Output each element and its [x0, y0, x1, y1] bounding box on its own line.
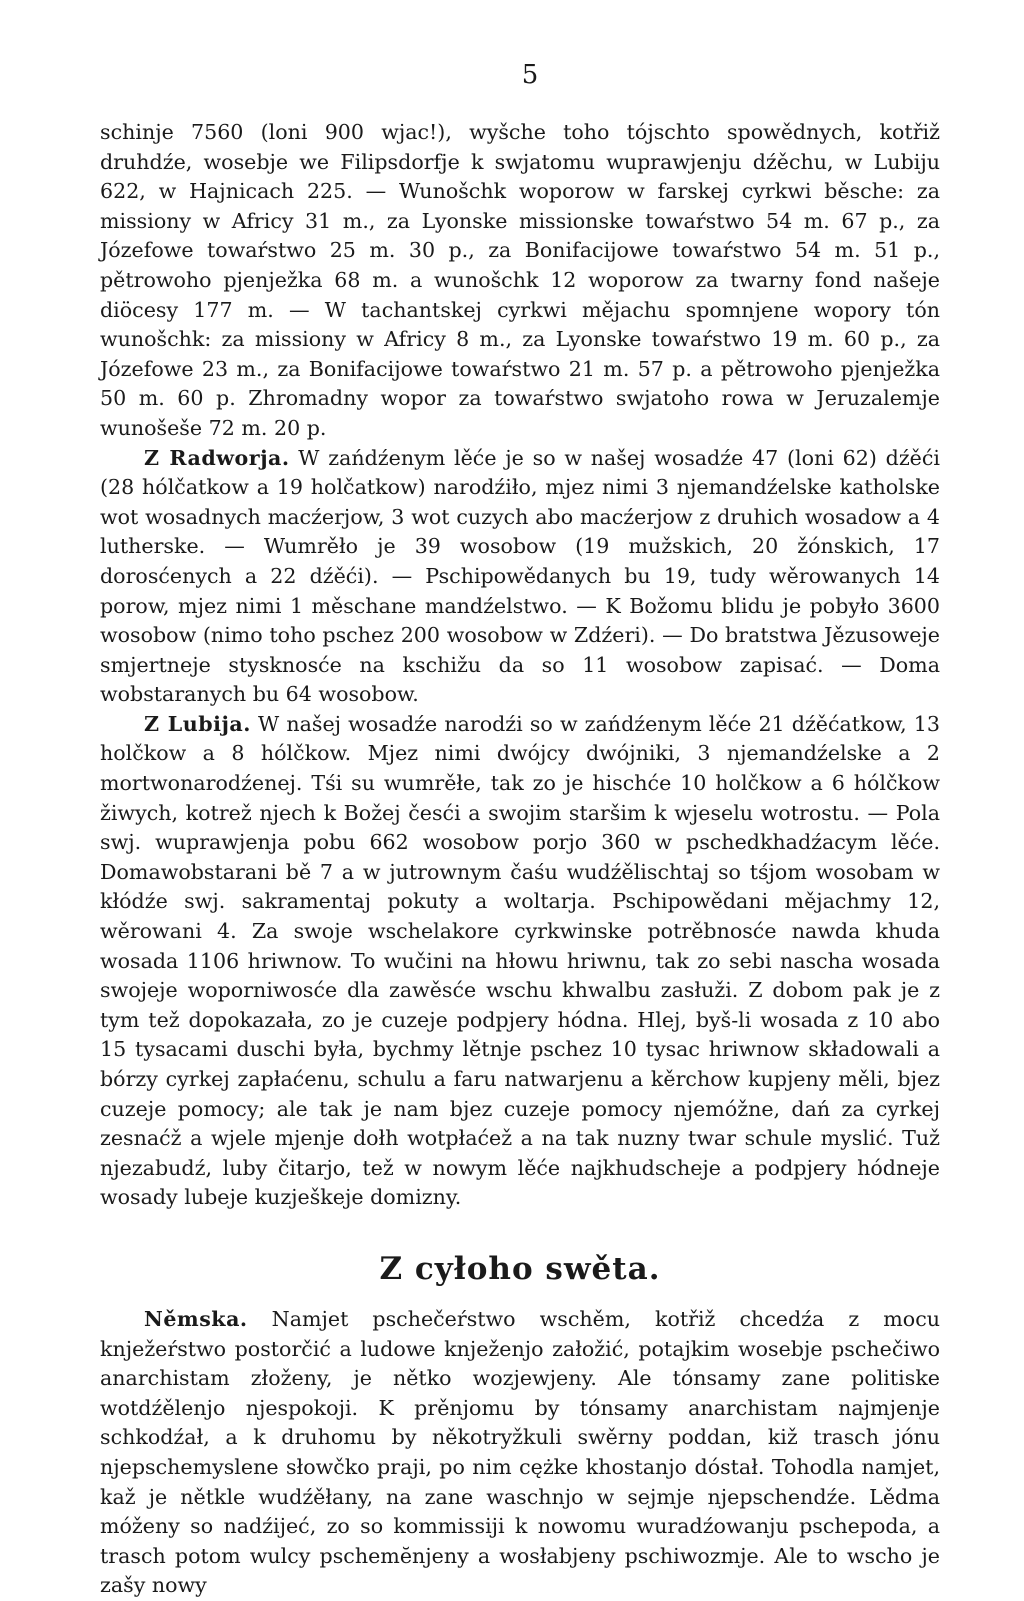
- section-head-lubij: Z Lubija.: [144, 711, 251, 736]
- section-head-nemska: Němska.: [144, 1306, 248, 1331]
- paragraph-nemska: [100, 1305, 940, 1601]
- paragraph-lubij: [100, 710, 940, 1213]
- paragraph-text: W zańdźenym lěće je so w našej wosadźe 47 (loni 62) dźěći (28 hólčatkow a 19 holčatkow) narodźiło, mjez nimi 3 njemandźelske katholske wot wosadnych macźerjow, 3 wot cuzych abo macźerjow z druhich wosadow a 4 lutherske. — Wumrěło je 39 wosobow (19 mužskich, 20 žónskich, 17 dorosćenych a 22 dźěći). — Pschipowědanych bu 19, tudy wěrowanych 14 porow, mjez nimi 1 měschane mandźelstwo. — K Božomu blidu je pobyło 3600 wosobow (nimo toho pschez 200 wosobow w Zdźeri). — Do bratstwa Jězusoweje smjertneje stysknosće na kschižu da so 11 wosobow zapisać. — Doma wobstaranych bu 64 wosobow.: [100, 445, 940, 707]
- paragraph-text: schinje 7560 (loni 900 wjac!), wyšche toho tójschto spowědnych, kotřiž druhdźe, wosebje we Filipsdorfje k swjatomu wuprawjenju dźěchu, w Lubiju 622, w Hajnicach 225. — Wunošchk woporow w farskej cyrkwi běsche: za missiony w Africy 31 m., za Lyonske missionske towaŕstwo 54 m. 67 p., za Józefowe towaŕstwo 25 m. 30 p., za Bonifacijowe towaŕstwo 54 m. 51 p., pětrowoho pjenježka 68 m. a wunošchk 12 woporow za twarny fond našeje diöcesy 177 m. — W tachantskej cyrkwi mějachu spomnjene wopory tón wunošchk: za missiony w Africy 8 m., za Lyonske towaŕstwo 19 m. 60 p., za Józefowe 23 m., za Bonifacijowe towaŕstwo 21 m. 57 p. a pětrowoho pjenježka 50 m. 60 p. Zhromadny wopor za towaŕstwo swjatoho rowa w Jeruzalemje wunošeše 72 m. 20 p.: [100, 120, 940, 440]
- paragraph-radwor: [100, 444, 940, 710]
- document-page: [100, 60, 941, 1598]
- paragraph-text: W našej wosadźe narodźi so w zańdźenym lěće 21 dźěćatkow, 13 holčkow a 8 hólčkow. Mjez nimi dwójcy dwójniki, 3 njemandźelske a 2 mortwonarodźenej. Tśi su wumrěłe, tak zo je hischće 10 holčkow a 6 hólčkow žiwych, kotrež njech k Božej česći a swojim staršim k wjeselu wotrostu. — Pola swj. wuprawjenja pobu 662 wosobow porjo 360 w pschedkhadźacym lěće. Domawobstarani bě 7 a w jutrownym čaśu wudźělischtaj so tśjom wosobam w kłódźe swj. sakramentaj pokuty a woltarja. Pschipowědani mějachmy 12, wěrowani 4. Za swoje wschelakore cyrkwinske potrěbnosće nawda khuda wosada 1106 hriwnow. To wučini na hłowu hriwnu, tak zo sebi nascha wosada swojeje woporniwosće dla zawěsće wschu khwalbu zasłuži. Z dobom pak je z tym tež dopokazała, zo je cuzeje podpjery hódna. Hlej, byš-li wosada z 10 abo 15 tysacami duschi była, bychmy lětnje pschez 10 tysac hriwnow składowali a bórzy cyrkej zapłaćenu, schulu a faru natwarjenu a kěrchow kupjeny měli, bjez cuzeje pomocy; ale tak je nam bjez cuzeje pomocy njemóžne, dań za cyrkej zesnaćž a wjele mjenje dołh wotpłaćež a na tak nuzny twar schule myslić. Tuž njezabudź, luby čitarjo, tež w nowym lěće najkhudscheje a podpjery hódneje wosady lubeje kuzješkeje domizny.: [100, 711, 941, 1210]
- paragraph-church-offerings: [100, 118, 940, 444]
- chapter-title: Z cyłoho swěta.: [379, 1250, 661, 1287]
- section-head-radwor: Z Radworja.: [144, 445, 290, 470]
- page-number: 5: [521, 60, 539, 90]
- paragraph-text: Namjet pschečeŕstwo wschěm, kotřiž chcedźa z mocu knježeŕstwo postorčić a ludowe knježenjo załožić, potajkim wosebje pschečiwo anarchistam złoženy, je nětko wozjewjeny. Ale tónsamy zane politiske wotdźělenjo njespokoji. K prěnjomu by tónsamy anarchistam najmjenje schkodźał, a k druhomu by někotryžkuli swěrny poddan, kiž trasch jónu njepschemyslene słowčko praji, po nim cężke khostanjo dóstał. Tohodla namjet, kaž je nětkle wudźěłany, na zane waschnjo w sejmje njepschendźe. Lědma móženy so nadźijeć, zo so kommissiji k nowomu wuradźowanju pschepoda, a trasch potom wulcy pschemĕnjeny a wosłabjeny pschiwozmje. Ale to wscho je zašy nowy: [100, 1306, 941, 1598]
